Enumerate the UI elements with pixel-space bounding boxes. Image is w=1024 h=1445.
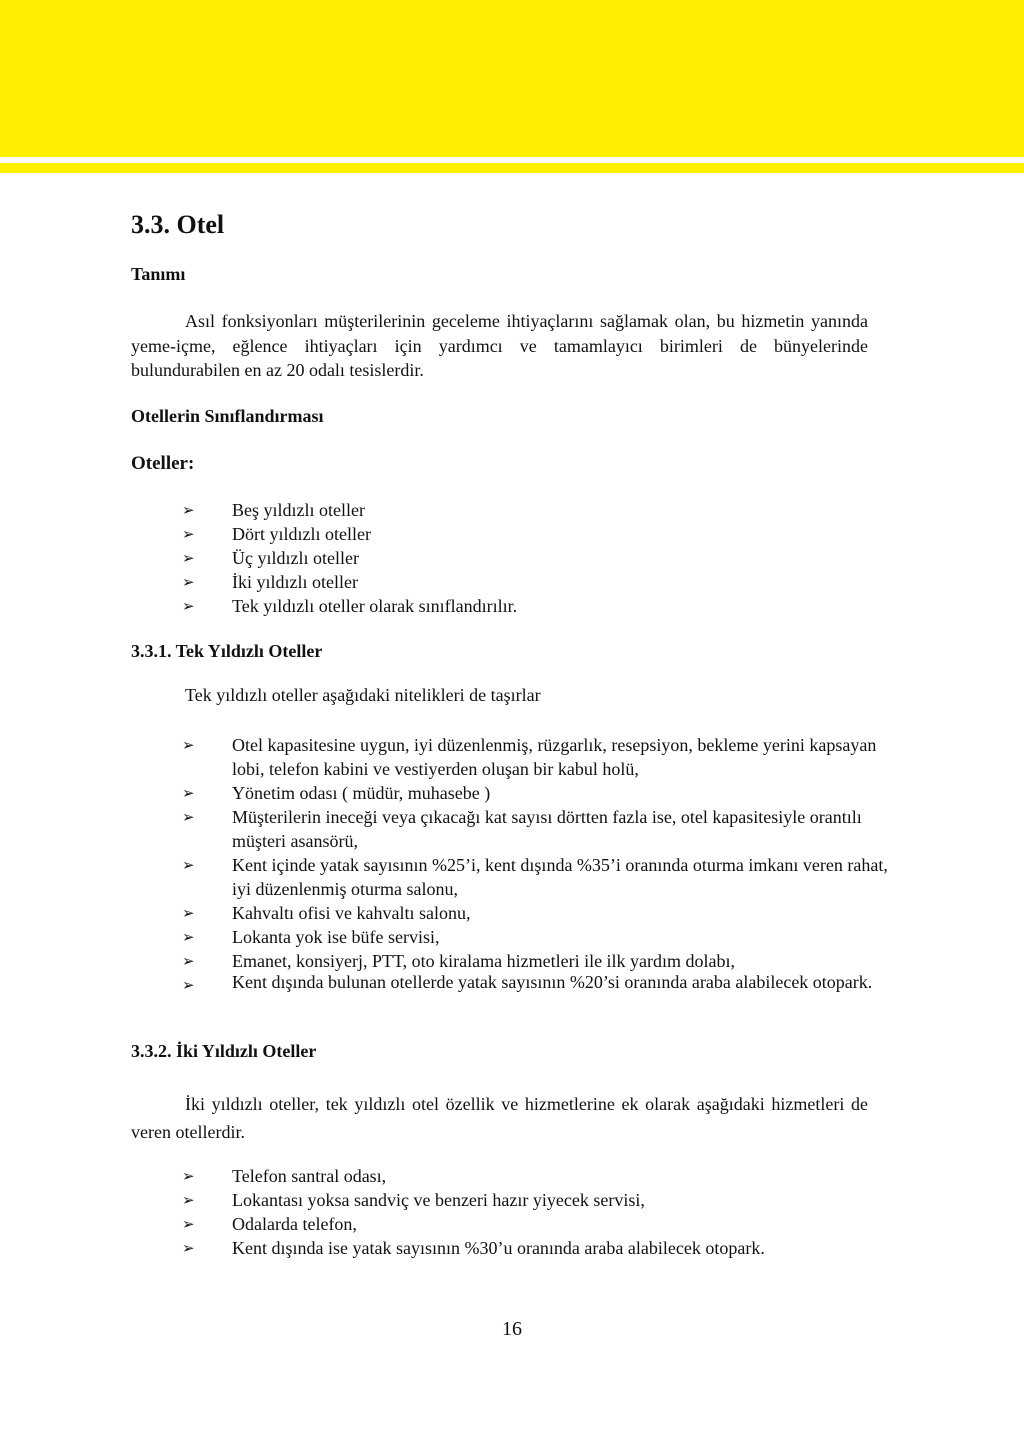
definition-paragraph: Asıl fonksiyonları müşterilerinin geceleme ihtiyaçlarını sağlamak olan, bu hizmetin yanında yeme-içme, eğlence ihtiyaçları için yardımcı ve tamamlayıcı birimleri de bünyelerinde bulundurabilen en az 20 odalı tesislerdir. (131, 311, 868, 380)
list-item-text: Emanet, konsiyerj, PTT, oto kiralama hizmetleri ile ilk yardım dolabı, (232, 951, 736, 971)
header-stripe (0, 163, 1024, 173)
list-item-text: Kahvaltı ofisi ve kahvaltı salonu, (232, 903, 471, 923)
list-item-text: Lokanta yok ise büfe servisi, (232, 927, 440, 947)
list-item (182, 949, 892, 973)
list-item-text: Lokantası yoksa sandviç ve benzeri hazır yiyecek servisi, (232, 1190, 645, 1210)
arrow-bullet-icon: ➢ (182, 1239, 195, 1257)
arrow-bullet-icon: ➢ (182, 976, 195, 994)
page-number: 16 (502, 1318, 522, 1340)
list-item-text: Otel kapasitesine uygun, iyi düzenlenmiş, rüzgarlık, resepsiyon, bekleme yerini kapsayan lobi, telefon kabini ve vestiyerden oluşan bir kabul holü, (232, 735, 877, 779)
hotels-label: Oteller: (131, 453, 195, 474)
definition-title: Tanımı (131, 264, 186, 284)
arrow-bullet-icon: ➢ (182, 597, 195, 615)
list-item (182, 781, 892, 805)
list-item-text: İki yıldızlı oteller (232, 572, 358, 592)
arrow-bullet-icon: ➢ (182, 573, 195, 591)
header-band (0, 0, 1024, 157)
arrow-bullet-icon: ➢ (182, 736, 195, 754)
list-item (182, 522, 892, 546)
list-item-text: Kent içinde yatak sayısının %25’i, kent dışında %35’i oranında oturma imkanı veren rahat, iyi düzenlenmiş oturma salonu, (232, 855, 888, 899)
two-star-title: 3.3.2. İki Yıldızlı Oteller (131, 1041, 317, 1061)
list-item (182, 733, 892, 781)
list-item-text: Tek yıldızlı oteller olarak sınıflandırılır. (232, 596, 518, 616)
list-item (182, 901, 892, 925)
list-item (182, 925, 892, 949)
list-item (182, 594, 892, 618)
arrow-bullet-icon: ➢ (182, 1215, 195, 1233)
section-heading: 3.3. Otel (131, 210, 225, 239)
one-star-title: 3.3.1. Tek Yıldızlı Oteller (131, 641, 323, 661)
list-item (182, 972, 892, 994)
arrow-bullet-icon: ➢ (182, 525, 195, 543)
list-item-text: Odalarda telefon, (232, 1214, 357, 1234)
classes-list (182, 498, 892, 618)
list-item (182, 570, 892, 594)
list-item (182, 853, 892, 901)
list-item (182, 1236, 892, 1260)
arrow-bullet-icon: ➢ (182, 501, 195, 519)
list-item (182, 805, 892, 853)
arrow-bullet-icon: ➢ (182, 952, 195, 970)
list-item-text: Telefon santral odası, (232, 1166, 387, 1186)
list-item-text: Kent dışında ise yatak sayısının %30’u oranında araba alabilecek otopark. (232, 1238, 765, 1258)
arrow-bullet-icon: ➢ (182, 856, 195, 874)
list-item (182, 1164, 892, 1188)
classification-title: Otellerin Sınıflandırması (131, 406, 324, 426)
arrow-bullet-icon: ➢ (182, 928, 195, 946)
two-star-list (182, 1164, 892, 1260)
list-item-text: Kent dışında bulunan otellerde yatak sayısının %20’si oranında araba alabilecek otopark. (232, 972, 873, 992)
list-item-text: Üç yıldızlı oteller (232, 548, 359, 568)
arrow-bullet-icon: ➢ (182, 549, 195, 567)
list-item (182, 498, 892, 522)
arrow-bullet-icon: ➢ (182, 784, 195, 802)
arrow-bullet-icon: ➢ (182, 1191, 195, 1209)
list-item (182, 1188, 892, 1212)
list-item-text: Dört yıldızlı oteller (232, 524, 371, 544)
list-item-text: Beş yıldızlı oteller (232, 500, 365, 520)
one-star-intro: Tek yıldızlı oteller aşağıdaki nitelikleri de taşırlar (185, 685, 541, 705)
two-star-intro: İki yıldızlı oteller, tek yıldızlı otel özellik ve hizmetlerine ek olarak aşağıdaki hizmetleri de veren otellerdir. (131, 1094, 868, 1142)
list-item-text: Müşterilerin ineceği veya çıkacağı kat sayısı dörtten fazla ise, otel kapasitesiyle orantılı müşteri asansörü, (232, 807, 862, 851)
arrow-bullet-icon: ➢ (182, 1167, 195, 1185)
list-item-text: Yönetim odası ( müdür, muhasebe ) (232, 783, 491, 803)
list-item (182, 1212, 892, 1236)
one-star-list (182, 733, 892, 994)
list-item (182, 546, 892, 570)
arrow-bullet-icon: ➢ (182, 808, 195, 826)
arrow-bullet-icon: ➢ (182, 904, 195, 922)
